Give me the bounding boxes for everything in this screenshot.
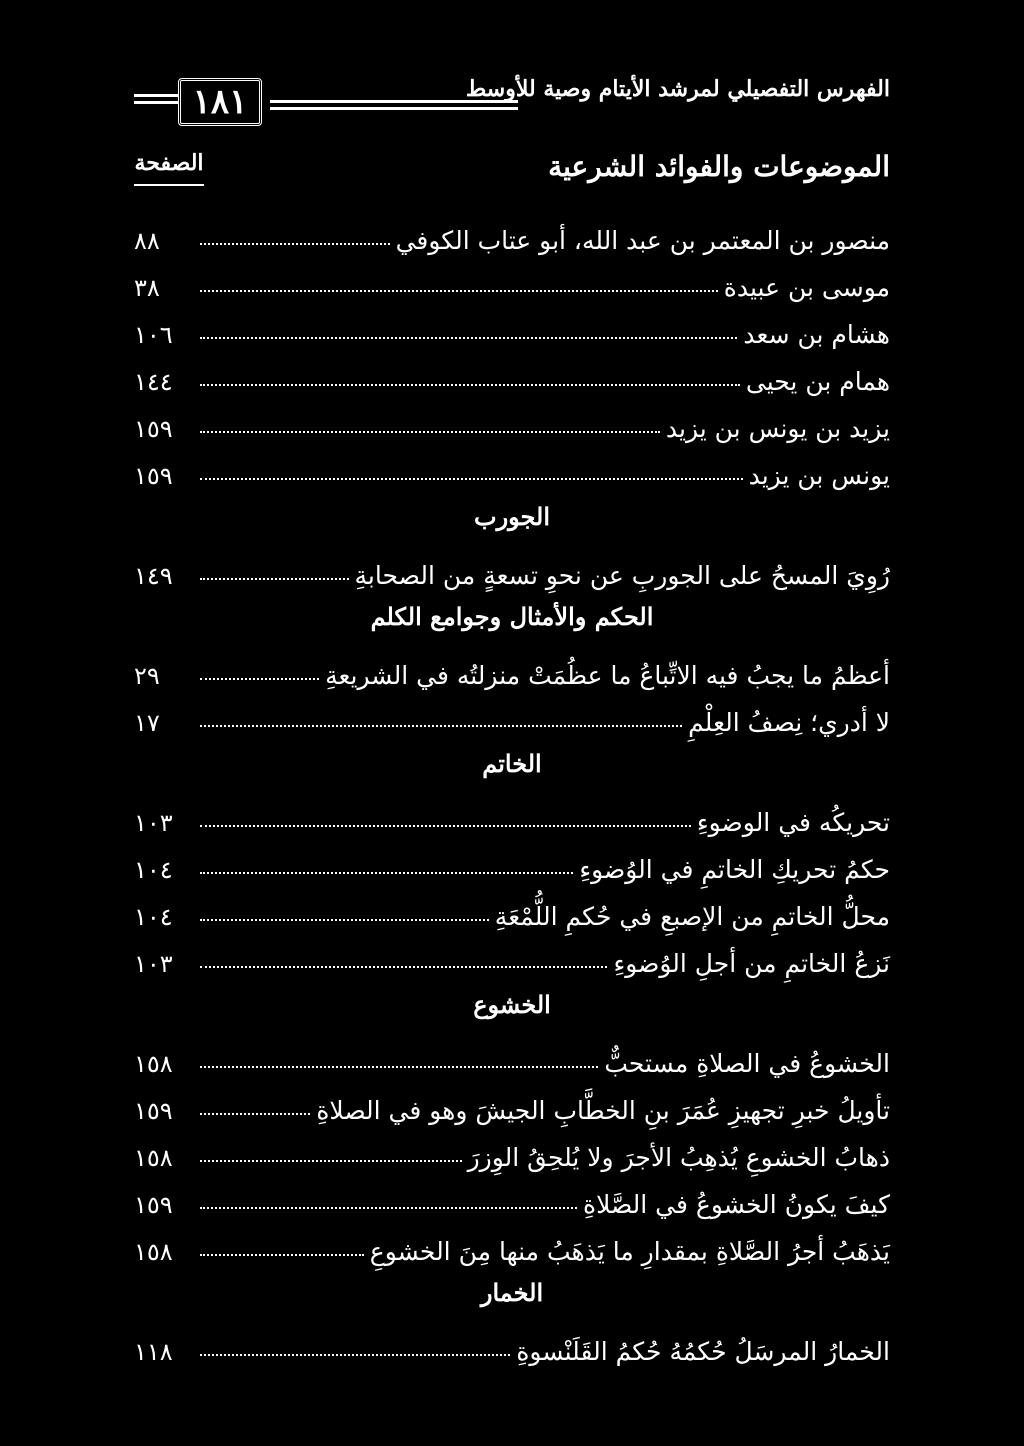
entry-page-number: ٣٨ [134, 274, 160, 302]
index-entry [134, 1125, 890, 1172]
index-entry [134, 643, 890, 690]
entry-page-number: ١٥٨ [134, 1238, 173, 1266]
entry-title: أعظمُ ما يجبُ فيه الاتِّباعُ ما عظُمَتْ منزلتُه في الشريعةِ [325, 661, 890, 690]
entry-page-number: ١٤٤ [134, 368, 173, 396]
index-entry [134, 931, 890, 978]
dot-leader [200, 384, 740, 386]
dot-leader [200, 243, 390, 245]
index-entry [134, 1078, 890, 1125]
index-entry [134, 790, 890, 837]
dot-leader [200, 966, 607, 968]
dot-leader [200, 1113, 310, 1115]
dot-leader [200, 1066, 598, 1068]
entry-page-number: ٢٩ [134, 662, 160, 690]
dot-leader [200, 431, 660, 433]
entry-title: تأويلُ خبرِ تجهيزِ عُمَرَ بنِ الخطَّابِ الجيشَ وهو في الصلاةِ [316, 1096, 890, 1125]
dot-leader [200, 872, 573, 874]
index-entry [134, 543, 890, 590]
entry-title: يونس بن يزيد [748, 461, 890, 490]
index-entry [134, 255, 890, 302]
index-entry [134, 1219, 890, 1266]
entry-title: لا أدري؛ نِصفُ العِلْمِ [688, 708, 890, 737]
entry-page-number: ١١٨ [134, 1338, 173, 1366]
dot-leader [200, 919, 489, 921]
entry-page-number: ١٠٤ [134, 903, 173, 931]
entry-title: كيفَ يكونُ الخشوعُ في الصَّلاةِ [582, 1190, 890, 1219]
dot-leader [200, 290, 718, 292]
entry-page-number: ١٥٩ [134, 1097, 173, 1125]
dot-leader [200, 678, 319, 680]
dot-leader [200, 578, 349, 580]
entry-title: تحريكُه في الوضوءِ [696, 808, 890, 837]
section-heading: الجورب [473, 502, 551, 531]
entry-page-number: ١٠٦ [134, 321, 173, 349]
entry-page-number: ١٥٨ [134, 1050, 173, 1078]
index-list [134, 208, 890, 1366]
entry-title: منصور بن المعتمر بن عبد الله، أبو عتاب الكوفي [395, 226, 890, 255]
header-rule-right [270, 100, 518, 114]
index-entry [134, 349, 890, 396]
index-entry [134, 302, 890, 349]
entry-title: موسى بن عبيدة [723, 273, 890, 302]
dot-leader [200, 1354, 510, 1356]
entry-page-number: ١٥٨ [134, 1144, 173, 1172]
entry-title: يزيد بن يونس بن يزيد [665, 414, 890, 443]
entry-title: هشام بن سعد [743, 320, 890, 349]
index-entry [134, 396, 890, 443]
page-column-label: الصفحة [134, 150, 204, 186]
entry-title: محلُّ الخاتمِ من الإصبعِ في حُكمِ اللُّمْعَةِ [494, 902, 890, 931]
index-entry [134, 208, 890, 255]
section-title: الموضوعات والفوائد الشرعية [548, 150, 890, 183]
index-entry [134, 443, 890, 490]
entry-title: رُوِيَ المسحُ على الجوربِ عن نحوِ تسعةٍ من الصحابةِ [354, 561, 890, 590]
entry-page-number: ١٥٩ [134, 415, 173, 443]
dot-leader [200, 1207, 577, 1209]
section-heading: الخمار [480, 1278, 544, 1307]
entry-page-number: ١٠٣ [134, 950, 173, 978]
entry-title: الخمارُ المرسَلُ حُكمُهُ حُكمُ القَلَنْسوةِ [516, 1337, 890, 1366]
entry-title: ذهابُ الخشوعِ يُذهِبُ الأجرَ ولا يُلحِقُ الوِزرَ [467, 1143, 890, 1172]
entry-title: الخشوعُ في الصلاةِ مستحبٌّ [604, 1049, 890, 1078]
entry-title: نَزعُ الخاتمِ من أجلِ الوُضوءِ [613, 949, 890, 978]
dot-leader [200, 1254, 364, 1256]
entry-page-number: ٨٨ [134, 227, 160, 255]
running-title: الفهرس التفصيلي لمرشد الأيتام وصية للأوسط [465, 76, 890, 102]
entry-title: يَذهَبُ أجرُ الصَّلاةِ بمقدارِ ما يَذهَبُ منها مِنَ الخشوعِ [369, 1237, 890, 1266]
entry-page-number: ١٥٩ [134, 462, 173, 490]
header-rule-left [134, 94, 178, 108]
entry-page-number: ١٥٩ [134, 1191, 173, 1219]
section-heading: الخاتم [482, 749, 542, 778]
page-header [134, 72, 890, 132]
section-heading: الخشوع [473, 990, 551, 1019]
index-entry [134, 1319, 890, 1366]
dot-leader [200, 725, 682, 727]
dot-leader [200, 825, 691, 827]
index-entry [134, 1031, 890, 1078]
section-heading: الحكم والأمثال وجوامع الكلم [370, 602, 654, 631]
entry-title: همام بن يحيى [745, 367, 890, 396]
index-entry [134, 884, 890, 931]
entry-page-number: ١٧ [134, 709, 160, 737]
page-number: ١٨١ [178, 78, 262, 126]
index-entry [134, 690, 890, 737]
index-entry [134, 1172, 890, 1219]
entry-page-number: ١٠٣ [134, 809, 173, 837]
dot-leader [200, 478, 743, 480]
dot-leader [200, 337, 737, 339]
entry-title: حكمُ تحريكِ الخاتمِ في الوُضوءِ [579, 855, 890, 884]
entry-page-number: ١٤٩ [134, 562, 173, 590]
dot-leader [200, 1160, 462, 1162]
index-entry [134, 837, 890, 884]
entry-page-number: ١٠٤ [134, 856, 173, 884]
